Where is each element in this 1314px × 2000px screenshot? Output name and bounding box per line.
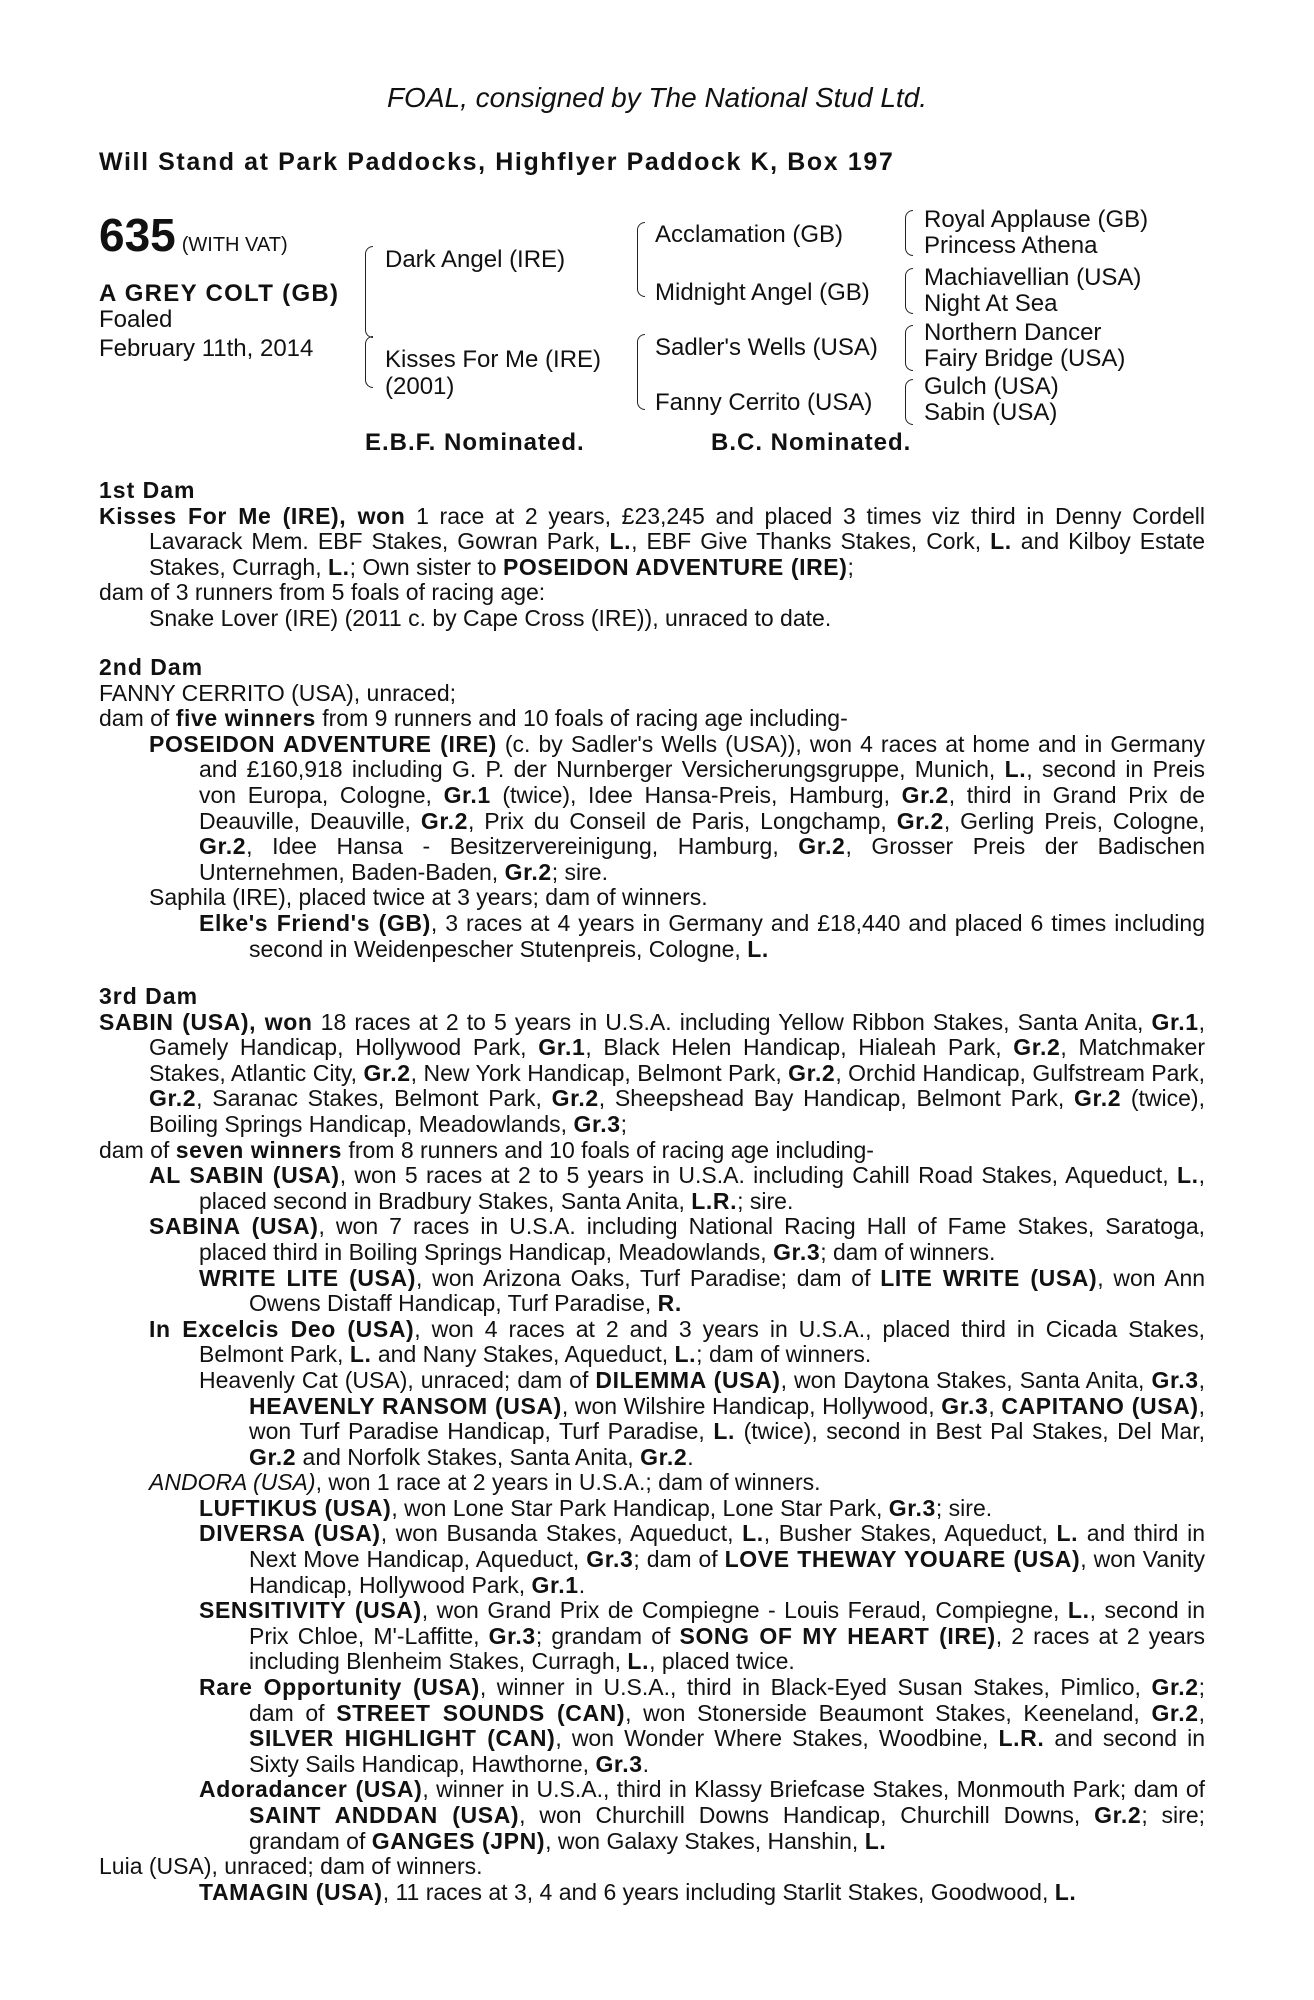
produce-write-lite: WRITE LITE (USA), won Arizona Oaks, Turf Paradise; dam of LITE WRITE (USA), won Ann Owens Distaff Handicap, Turf Paradise, R. xyxy=(199,1264,1206,1317)
lot-number-value: 635 xyxy=(99,209,176,261)
first-dam-produce-1: Snake Lover (IRE) (2011 c. by Cape Cross (IRE)), unraced to date. xyxy=(149,604,832,631)
produce-saphila: Saphila (IRE), placed twice at 3 years; dam of winners. xyxy=(149,884,708,911)
grandsire-3: Northern Dancer xyxy=(924,319,1102,346)
foaled-label: Foaled xyxy=(99,306,173,333)
dam-sire: Sadler's Wells (USA) xyxy=(655,334,878,361)
produce-heavenly-cat: Heavenly Cat (USA), unraced; dam of DILEMMA (USA), won Daytona Stakes, Santa Anita, Gr.3, HEAVENLY RANSOM (USA), won Wilshire Handicap, Hollywood, Gr.3, CAPITANO (USA), won Turf Paradise Handicap, Turf Paradise, L. (twice), second in Best Pal Stakes, Del Mar, Gr.2 and Norfolk Stakes, Santa Anita, Gr.2. xyxy=(199,1366,1205,1470)
lot-vat: (WITH VAT) xyxy=(181,234,288,256)
granddam-3: Fairy Bridge (USA) xyxy=(924,345,1126,372)
produce-adoradancer: Adoradancer (USA), winner in U.S.A., third in Klassy Briefcase Stakes, Monmouth Park; dam of SAINT ANDDAN (USA), won Churchill Downs Handicap, Churchill Downs, Gr.2; sire; grandam of GANGES (JPN), won Galaxy Stakes, Hanshin, L. xyxy=(199,1776,1205,1854)
produce-sabina: SABINA (USA), won 7 races in U.S.A. including National Racing Hall of Fame Stakes, Saratoga, placed third in Boiling Springs Handicap, Meadowlands, Gr.3; dam of winners. xyxy=(149,1213,1206,1265)
brace-g2 xyxy=(905,268,913,314)
produce-elkes-friends: Elke's Friend's (GB), 3 races at 4 years in Germany and £18,440 and placed 6 times including second in Weidenpescher Stutenpreis, Cologne, L. xyxy=(199,909,1205,962)
brace-sire-line xyxy=(637,222,645,297)
first-dam-produce-summary: dam of 3 runners from 5 foals of racing age: xyxy=(99,579,546,606)
produce-in-excelcis-deo: In Excelcis Deo (USA), won 4 races at 2 and 3 years in U.S.A., placed third in Cicada Stakes, Belmont Park, L. and Nany Stakes, Aqueduct, L.; dam of winners. xyxy=(149,1315,1205,1368)
granddam-4: Sabin (USA) xyxy=(924,399,1058,426)
first-dam-section xyxy=(99,478,1205,632)
second-dam-name: FANNY CERRITO (USA), unraced; xyxy=(99,679,457,706)
lot-description: A GREY COLT (GB) xyxy=(99,280,340,307)
produce-diversa: DIVERSA (USA), won Busanda Stakes, Aqueduct, L., Busher Stakes, Aqueduct, L. and third in Next Move Handicap, Aqueduct, Gr.3; dam of LOVE THEWAY YOUARE (USA), won Vanity Handicap, Hollywood Park, Gr.1. xyxy=(199,1520,1205,1598)
produce-al-sabin: AL SABIN (USA), won 5 races at 2 to 5 years in U.S.A. including Cahill Road Stakes, Aqueduct, L., placed second in Bradbury Stakes, Santa Anita, L.R.; sire. xyxy=(149,1162,1205,1214)
grandsire-2: Machiavellian (USA) xyxy=(924,264,1142,291)
granddam-1: Princess Athena xyxy=(924,232,1098,259)
brace-g4 xyxy=(905,379,913,425)
consignor-title: FOAL, consigned by The National Stud Ltd. xyxy=(386,82,928,113)
first-dam-heading: 1st Dam xyxy=(99,477,196,503)
produce-luftikus: LUFTIKUS (USA), won Lone Star Park Handicap, Lone Star Park, Gr.3; sire. xyxy=(199,1494,993,1521)
first-dam-record: Kisses For Me (IRE), won 1 race at 2 years, £23,245 and placed 3 times viz third in Denny Cordell Lavarack Mem. EBF Stakes, Gowran Park, L., EBF Give Thanks Stakes, Cork, L. and Kilboy Estate Stakes, Curragh, L.; Own sister to POSEIDON ADVENTURE (IRE); xyxy=(99,502,1206,580)
sire: Dark Angel (IRE) xyxy=(385,246,566,273)
dam: Kisses For Me (IRE) xyxy=(385,346,602,373)
third-dam-record: SABIN (USA), won 18 races at 2 to 5 years in U.S.A. including Yellow Ribbon Stakes, Santa Anita, Gr.1, Gamely Handicap, Hollywood Park, Gr.1, Black Helen Handicap, Hialeah Park, Gr.2, Matchmaker Stakes, Atlantic City, Gr.2, New York Handicap, Belmont Park, Gr.2, Orchid Handicap, Gulfstream Park, Gr.2, Saranac Stakes, Belmont Park, Gr.2, Sheepshead Bay Handicap, Belmont Park, Gr.2 (twice), Boiling Springs Handicap, Meadowlands, Gr.3; xyxy=(99,1008,1205,1137)
produce-rare-opportunity: Rare Opportunity (USA), winner in U.S.A., third in Black-Eyed Susan Stakes, Pimlico, Gr.2; dam of STREET SOUNDS (CAN), won Stonerside Beaumont Stakes, Keeneland, Gr.2, SILVER HIGHLIGHT (CAN), won Wonder Where Stakes, Woodbine, L.R. and second in Sixty Sails Handicap, Hawthorne, Gr.3. xyxy=(199,1674,1206,1777)
foaled-date: February 11th, 2014 xyxy=(99,335,314,362)
lot-number xyxy=(99,208,288,262)
third-dam-heading: 3rd Dam xyxy=(99,983,199,1009)
brace-dam xyxy=(365,336,373,388)
second-dam-produce-summary: dam of five winners from 9 runners and 10 foals of racing age including- xyxy=(99,705,848,732)
produce-poseidon-adventure: POSEIDON ADVENTURE (IRE) (c. by Sadler's Wells (USA)), won 4 races at home and in Germany and £160,918 including G. P. der Nurnberger Versicherungsgruppe, Munich, L., second in Preis von Europa, Cologne, Gr.1 (twice), Idee Hansa-Preis, Hamburg, Gr.2, third in Grand Prix de Deauville, Deauville, Gr.2, Prix du Conseil de Paris, Longchamp, Gr.2, Gerling Preis, Cologne, Gr.2, Idee Hansa - Besitzervereinigung, Hamburg, Gr.2, Grosser Preis der Badischen Unternehmen, Baden-Baden, Gr.2; sire. xyxy=(149,730,1205,885)
brace-sire xyxy=(365,246,373,338)
produce-sensitivity: SENSITIVITY (USA), won Grand Prix de Compiegne - Louis Feraud, Compiegne, L., second in Prix Chloe, M'-Laffitte, Gr.3; grandam of SONG OF MY HEART (IRE), 2 races at 2 years including Blenheim Stakes, Curragh, L., placed twice. xyxy=(199,1597,1206,1675)
sire-sire: Acclamation (GB) xyxy=(655,221,844,248)
produce-luia: Luia (USA), unraced; dam of winners. xyxy=(99,1853,483,1880)
third-dam-produce-summary: dam of seven winners from 8 runners and 10 foals of racing age including- xyxy=(99,1136,874,1163)
produce-andora: ANDORA (USA), won 1 race at 2 years in U.S.A.; dam of winners. xyxy=(149,1469,821,1496)
grandsire-1: Royal Applause (GB) xyxy=(924,206,1149,233)
brace-g3 xyxy=(905,325,913,371)
stand-location: Will Stand at Park Paddocks, Highflyer Paddock K, Box 197 xyxy=(99,148,895,176)
third-dam-section xyxy=(99,984,1205,1905)
produce-tamagin: TAMAGIN (USA), 11 races at 3, 4 and 6 years including Starlit Stakes, Goodwood, L. xyxy=(199,1878,1077,1905)
ebf-nominated: E.B.F. Nominated. xyxy=(365,429,585,456)
granddam-2: Night At Sea xyxy=(924,290,1058,317)
brace-g1 xyxy=(905,210,913,256)
dam-year: (2001) xyxy=(385,373,455,400)
dam-dam: Fanny Cerrito (USA) xyxy=(655,389,873,416)
second-dam-section xyxy=(99,655,1205,962)
bc-nominated: B.C. Nominated. xyxy=(711,429,912,456)
grandsire-4: Gulch (USA) xyxy=(924,373,1059,400)
brace-dam-line xyxy=(637,334,645,410)
sire-dam: Midnight Angel (GB) xyxy=(655,279,870,306)
second-dam-heading: 2nd Dam xyxy=(99,654,204,680)
